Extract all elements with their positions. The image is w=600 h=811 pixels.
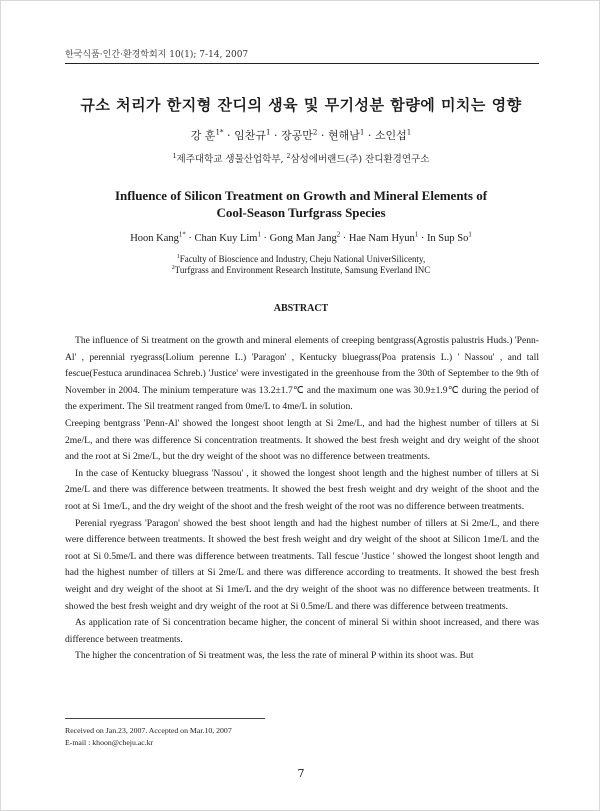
english-title — [1, 187, 600, 221]
author-name: 현해남 — [327, 129, 360, 142]
affil-line — [1, 265, 600, 276]
english-authors: Hoon Kang$^{1*}$ · Chan Kuy Lim$^1$ · Gong Man Jang$^2$ · Hae Nam Hyun$^1$ · In Sup So$^1$ — [130, 231, 472, 244]
english-title-line: Cool-Season Turfgrass Species — [216, 205, 386, 220]
korean-affiliation — [1, 151, 600, 165]
abstract-paragraph: The higher the concentration of Si treatment was, the less the rate of mineral P within its shoot was. But — [75, 650, 474, 662]
affil-text: Faculty of Bioscience and Industry, Cheju National UniverSilicenty, — [179, 254, 426, 264]
author-name: Hae Nam Hyun — [348, 233, 415, 244]
abstract-paragraph: The influence of Si treatment on the growth and mineral elements of creeping bentgrass(Agrostis palustris Huds.) 'Penn-Al' , perennial ryegrass(Lolium perenne L.) 'Paragon' , Kentucky bluegrass(Poa pratensis L.) ' Nassou' , and tall fescue(Festuca arundinacea Schreb.) 'Justice' were investigated in the greenhouse from the 30th of September to the 9th of November in 2004. The minium temperature was 13.2±1.7℃ and the maximum one was 30.9±1.9℃ during the period of the experiment. The Sil treatment ranged from 0me/L to 4me/L in solution. — [65, 335, 539, 413]
affil-sup: 1 — [172, 152, 177, 160]
footnote-rule — [65, 718, 265, 719]
author-sup: 1 — [265, 127, 271, 137]
abstract-paragraph: Perenial ryegrass 'Paragon' showed the best shoot length and had the highest number of tillers at Si 2me/L, and there were difference between treatments. It showed the best fresh weight and dry weight of the shoot at Silicon 1me/L and the root at Si 0.5me/L and there was difference between treatments. Tall fescue 'Justice ' showed the longest shoot length and had the highest number of tillers at Si 2me/L and there was difference according to treatments. It showed the best fresh weight and dry weight of the shoot at Si 1me/L and the dry weight of the shoot was no difference between treatments. It showed the best fresh weight and dry weight of the root at Si 0.5me/L and there was difference between treatments. — [65, 517, 539, 612]
author-sup: 1 — [414, 231, 419, 239]
author-sup: 1 — [257, 231, 261, 239]
author-name: Gong Man Jang — [269, 233, 337, 244]
author-name: Hoon Kang — [130, 233, 179, 244]
abstract-paragraph: In the case of Kentucky bluegrass 'Nassou' , it showed the longest shoot length and the highest number of tillers at Si 2me/L and there was difference between treatments. It showed the best fresh weight and dry weight of the shoot and the root at Si 1me/L, and the dry weight of the shoot and the fresh weight of the root was no difference between treatments. — [65, 467, 539, 512]
author-sup: 1 — [468, 231, 472, 239]
korean-authors: 강 훈$^{1*}$ · 임찬규$^1$ · 장공만$^2$ · 현해남$^1$ · 소인섭$^1$ — [190, 127, 412, 142]
author-name: 강 훈 — [190, 129, 216, 142]
author-sup: 1* — [215, 127, 224, 137]
author-sup: 2 — [312, 127, 318, 137]
affil-text: 제주대학교 생물산업학부, — [176, 154, 287, 165]
footnote-email: E-mail : khoon@cheju.ac.kr — [65, 738, 154, 747]
page-number: 7 — [297, 767, 305, 780]
author-sup: 1 — [359, 127, 365, 137]
affil-text: Turfgrass and Environment Research Institute, Samsung Everland INC — [174, 265, 431, 275]
korean-title: 규소 처리가 한지형 잔디의 생육 및 무기성분 함량에 미치는 영향 — [80, 96, 522, 114]
english-title-line: Influence of Silicon Treatment on Growth and Mineral Elements of — [114, 188, 488, 203]
header-rule — [65, 63, 539, 64]
affil-text: 삼성에버랜드(주) 잔디환경연구소 — [290, 154, 430, 165]
english-affiliation — [1, 254, 600, 276]
author-sup: 1 — [406, 127, 412, 137]
abstract-body — [65, 333, 539, 665]
author-sup: 1* — [178, 231, 186, 239]
footnote — [65, 725, 232, 749]
footnote-received: Received on Jan.23, 2007. Accepted on Mar.10, 2007 — [65, 726, 232, 735]
affil-sup: 2 — [171, 265, 175, 271]
author-name: Chan Kuy Lim — [194, 233, 258, 244]
affil-sup: 1 — [176, 254, 180, 260]
affil-sup: 2 — [286, 152, 291, 160]
author-name: 임찬규 — [234, 129, 266, 142]
author-name: 소인섭 — [374, 129, 407, 142]
author-sup: 2 — [336, 231, 341, 239]
affil-line — [1, 254, 600, 265]
author-name: In Sup So — [426, 233, 469, 244]
abstract-heading: ABSTRACT — [273, 303, 329, 314]
abstract-paragraph: Creeping bentgrass 'Penn-Al' showed the longest shoot length at Si 2me/L, and had the highest number of tillers at Si 2me/L, and there was difference Si concentration treatments. It showed the best fresh weight and dry weight of the shoot and the root at Si 2me/L, but the dry weight of the shoot was no difference between treatments. — [65, 417, 539, 463]
journal-header: 한국식품·인간·환경학회지 10(1); 7-14, 2007 — [65, 50, 249, 60]
abstract-paragraph: As application rate of Si concentration became higher, the concent of mineral Si within shoot increased, and there was difference between treatments. — [65, 617, 539, 645]
author-name: 장공만 — [281, 129, 313, 142]
